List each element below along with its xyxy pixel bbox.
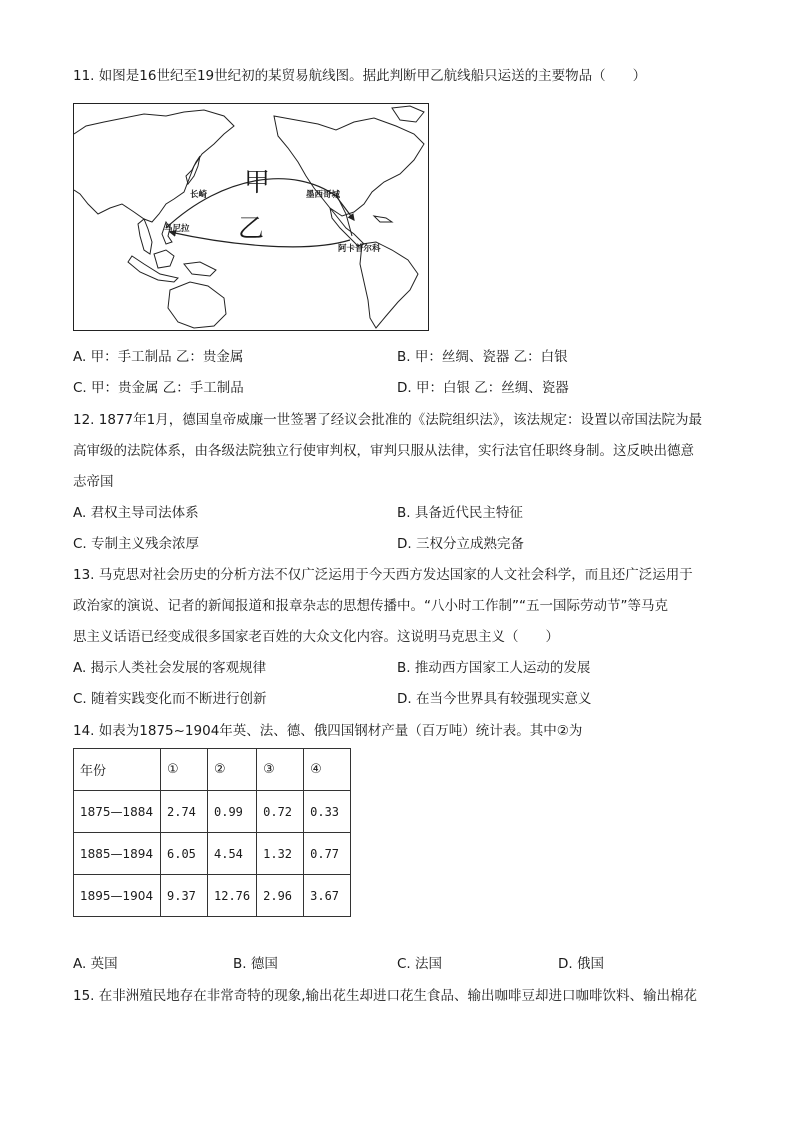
table-row [74,875,351,917]
row-3-col-1: 9.37 [161,875,208,917]
header-country-3: ③ [257,749,304,791]
q13-option-a[interactable]: A. 揭示人类社会发展的客观规律 [73,660,267,676]
q12-stem-line-3: 志帝国 [73,474,114,490]
new-guinea [184,262,216,276]
table-header-row [74,749,351,791]
q12-stem-line-1: 12. 1877年1月，德国皇帝威廉一世签署了经议会批准的《法院组织法》，该法规定：设置以帝国法院为最 [73,412,702,428]
steel-output-table [73,748,351,917]
q14-option-d[interactable]: D. 俄国 [558,956,604,972]
q11-stem: 11. 如图是16世纪至19世纪初的某贸易航线图。据此判断甲乙航线船只运送的主要物品（ ） [73,68,647,84]
caribbean [374,216,392,222]
row-2-col-4: 0.77 [304,833,351,875]
q13-stem-line-3: 思主义话语已经变成很多国家老百姓的大众文化内容。这说明马克思主义（ ） [73,629,559,645]
table-row [74,833,351,875]
q13-stem-line-1: 13. 马克思对社会历史的分析方法不仅广泛运用于今天西方发达国家的人文社会科学，而且还广泛运用于 [73,567,693,583]
row-2-col-2: 4.54 [208,833,257,875]
greenland [392,106,424,122]
header-country-1: ① [161,749,208,791]
row-3-period: 1895—1904 [74,875,161,917]
q11-option-a[interactable]: A. 甲：手工制品 乙：贵金属 [73,349,244,365]
row-2-period: 1885—1894 [74,833,161,875]
q13-option-c[interactable]: C. 随着实践变化而不断进行创新 [73,691,267,707]
label-nagasaki: 长崎 [190,190,208,200]
q13-option-d[interactable]: D. 在当今世界具有较强现实意义 [397,691,592,707]
q14-option-a[interactable]: A. 英国 [73,956,118,972]
header-year: 年份 [74,749,161,791]
q11-option-b[interactable]: B. 甲：丝绸、瓷器 乙：白银 [397,349,568,365]
q12-option-a[interactable]: A. 君权主导司法体系 [73,505,199,521]
north-america [274,116,424,216]
borneo [154,250,174,268]
south-america [360,242,418,328]
q12-option-d[interactable]: D. 三权分立成熟完备 [397,536,524,552]
header-country-2: ② [208,749,257,791]
row-3-col-4: 3.67 [304,875,351,917]
q14-option-c[interactable]: C. 法国 [397,956,443,972]
route-yi-label: 乙 [238,214,265,244]
header-country-4: ④ [304,749,351,791]
q14-stem: 14. 如表为1875~1904年英、法、德、俄四国钢材产量（百万吨）统计表。其中②为 [73,723,583,739]
asia-coast [74,110,234,222]
sumatra-java [128,256,178,282]
row-2-col-1: 6.05 [161,833,208,875]
q12-stem-line-2: 高审级的法院体系，由各级法院独立行使审判权，审判只服从法律，实行法官任职终身制。这反映出德意 [73,443,694,459]
q11-option-c[interactable]: C. 甲：贵金属 乙：手工制品 [73,380,244,396]
sea-peninsula [138,219,152,254]
row-1-col-4: 0.33 [304,791,351,833]
route-jia-label: 甲 [244,168,271,198]
row-3-col-3: 2.96 [257,875,304,917]
row-1-col-3: 0.72 [257,791,304,833]
row-2-col-3: 1.32 [257,833,304,875]
trade-route-map [73,103,429,331]
label-mexico-city: 墨西哥城 [306,190,341,200]
label-manila: 马尼拉 [164,224,190,234]
q11-option-d[interactable]: D. 甲：白银 乙：丝绸、瓷器 [397,380,569,396]
row-1-col-2: 0.99 [208,791,257,833]
table-row [74,791,351,833]
q12-option-b[interactable]: B. 具备近代民主特征 [397,505,523,521]
q13-stem-line-2: 政治家的演说、记者的新闻报道和报章杂志的思想传播中。“八小时工作制”“五一国际劳动节”等马克 [73,598,668,614]
australia [168,282,226,328]
q12-option-c[interactable]: C. 专制主义残余浓厚 [73,536,200,552]
row-3-col-2: 12.76 [208,875,257,917]
q15-stem: 15. 在非洲殖民地存在非常奇特的现象,输出花生却进口花生食品、输出咖啡豆却进口咖啡饮料、输出棉花 [73,988,698,1004]
q13-option-b[interactable]: B. 推动西方国家工人运动的发展 [397,660,591,676]
q14-option-b[interactable]: B. 德国 [233,956,278,972]
row-1-col-1: 2.74 [161,791,208,833]
label-acapulco: 阿卡普尔科 [338,244,381,254]
row-1-period: 1875—1884 [74,791,161,833]
